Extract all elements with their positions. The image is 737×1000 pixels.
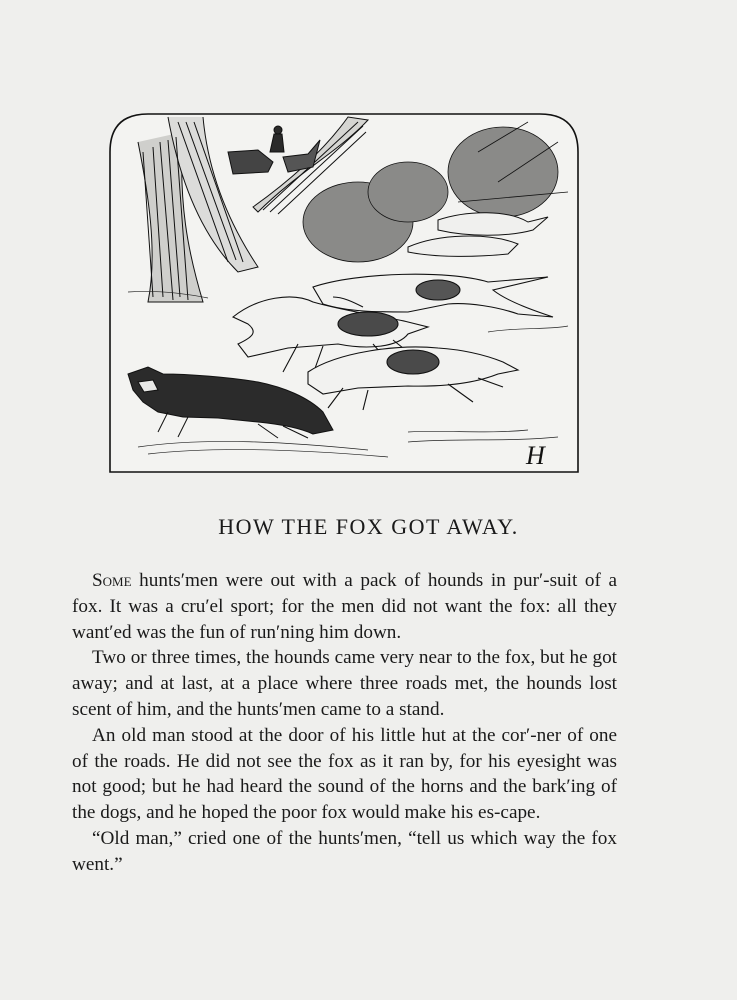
drop-lead: Some [92,570,132,591]
paragraph-1 [72,568,617,645]
story-title: HOW THE FOX GOT AWAY. [218,514,519,539]
paragraph-1-text: hunts′men were out with a pack of hounds in pur′-suit of a fox. It was a cru′el sport; for the men did not want the fox: all they want′ed was the fun of run′ning him down. [72,570,617,643]
story-text [72,568,617,878]
paragraph-2: Two or three times, the hounds came very near to the fox, but he got away; and at last, at a place where three roads met, the hounds lost scent of him, and the hunts′men came to a stand. [72,647,617,720]
paragraph-4: “Old man,” cried one of the hunts′men, “tell us which way the fox went.” [72,827,617,875]
paragraph-3: An old man stood at the door of his little hut at the cor′-ner of one of the roads. He did not see the fox as it ran by, for his eyesight was not good; but he had heard the sound of the horns and the bark′ing of the dogs, and he hoped the poor fox would make his es-cape. [72,724,617,824]
artist-monogram: H [526,441,545,470]
fox-hunt-illustration [108,112,580,474]
